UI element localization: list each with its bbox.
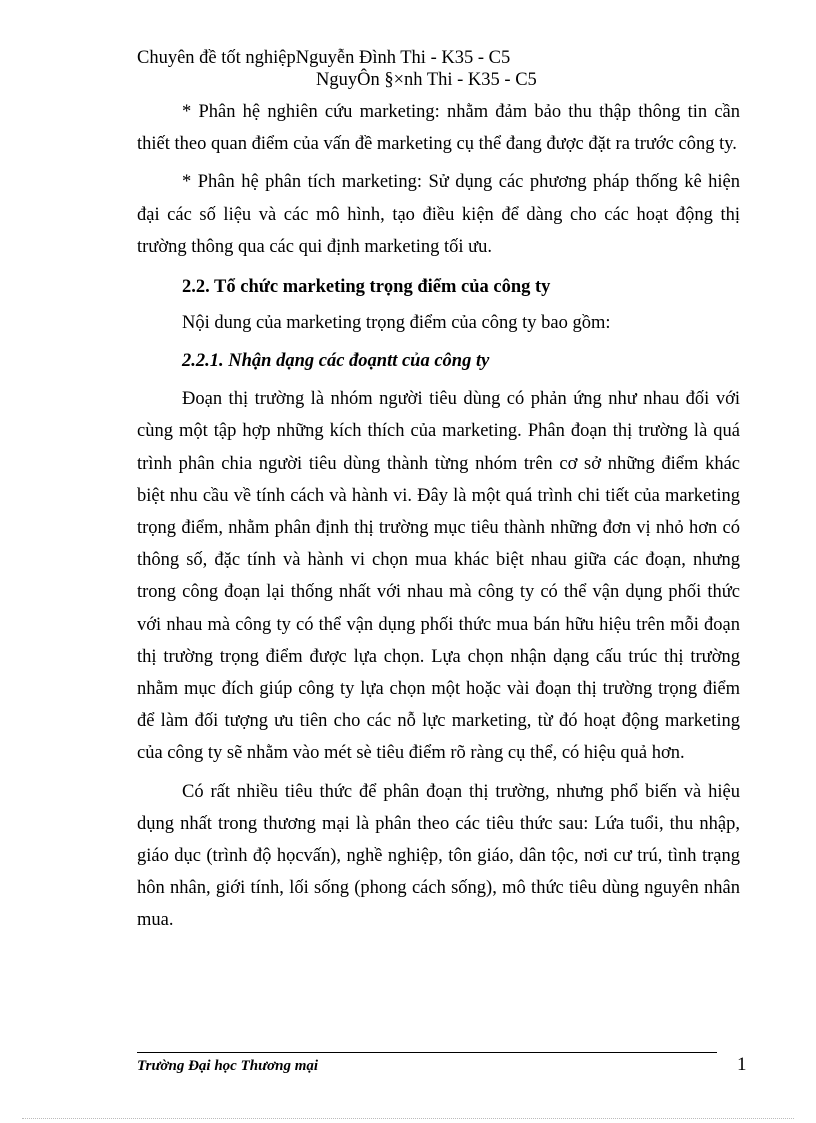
section-heading: 2.2. Tổ chức marketing trọng điểm của công ty bbox=[182, 277, 551, 298]
subsection-heading: 2.2.1. Nhận dạng các đoạntt của công ty bbox=[182, 351, 490, 372]
paragraph-market-segment: Đoạn thị trường là nhóm người tiêu dùng có phản ứng như nhau đối với cùng một tập hợp những kích thích của marketing. Phân đoạn thị trường là quá trình phân chia người tiêu dùng thành từng nhóm trên cơ sở những điểm khác biệt nhu cầu về tính cách và hành vi. Đây là một quá trình chi tiết của marketing trọng điểm, nhằm phân định thị trường mục tiêu thành những đơn vị nhỏ hơn có thông số, đặc tính và hành vi chọn mua khác biệt nhau giữa các đoạn, nhưng trong công đoạn lại thống nhất với nhau mà công ty có thể vận dụng phối thức với nhau mà công ty có thể vận dụng phối thức mua bán hữu hiệu trên mỗi đoạn thị trường trọng điểm được lựa chọn. Lựa chọn nhận dạng cấu trúc thị trường nhằm mục đích giúp công ty lựa chọn một hoặc vài đoạn thị trường trọng điểm để làm đối tượng ưu tiên cho các nỗ lực marketing, từ đó hoạt động marketing của công ty sẽ nhằm vào mét sè tiêu điểm rõ ràng cụ thể, có hiệu quả hơn. bbox=[137, 389, 740, 764]
paragraph-content-intro: Nội dung của marketing trọng điểm của công ty bao gồm: bbox=[182, 313, 611, 334]
paragraph-analysis-subsystem: * Phân hệ phân tích marketing: Sử dụng các phương pháp thống kê hiện đại các số liệu và các mô hình, tạo điều kiện để dàng cho các hoạt động thị trường thông qua các qui định marketing tối ưu. bbox=[137, 172, 740, 257]
footer-school-name: Trường Đại học Thương mại bbox=[137, 1058, 319, 1074]
paragraph-research-subsystem: * Phân hệ nghiên cứu marketing: nhằm đảm bảo thu thập thông tin cần thiết theo quan điểm của vấn đề marketing cụ thể đang được đặt ra trước công ty. bbox=[137, 102, 740, 155]
document-body bbox=[137, 96, 740, 943]
header-line-1: Chuyên đề tốt nghiệpNguyễn Đình Thi - K35 - C5 bbox=[137, 48, 511, 68]
footer-divider bbox=[137, 1052, 717, 1053]
page-number: 1 bbox=[737, 1054, 747, 1075]
paragraph-segmentation-criteria: Có rất nhiều tiêu thức để phân đoạn thị trường, nhưng phổ biến và hiệu dụng nhất trong thương mại là phân theo các tiêu thức sau: Lứa tuổi, thu nhập, giáo dục (trình độ họcvấn), nghề nghiệp, tôn giáo, dân tộc, nơi cư trú, tình trạng hôn nhân, giới tính, lối sống (phong cách sống), mô thức tiêu dùng nguyên nhân mua. bbox=[137, 781, 740, 931]
page-bottom-border bbox=[22, 1118, 794, 1119]
header-line-2: NguyÔn §×nh Thi - K35 - C5 bbox=[316, 70, 537, 90]
